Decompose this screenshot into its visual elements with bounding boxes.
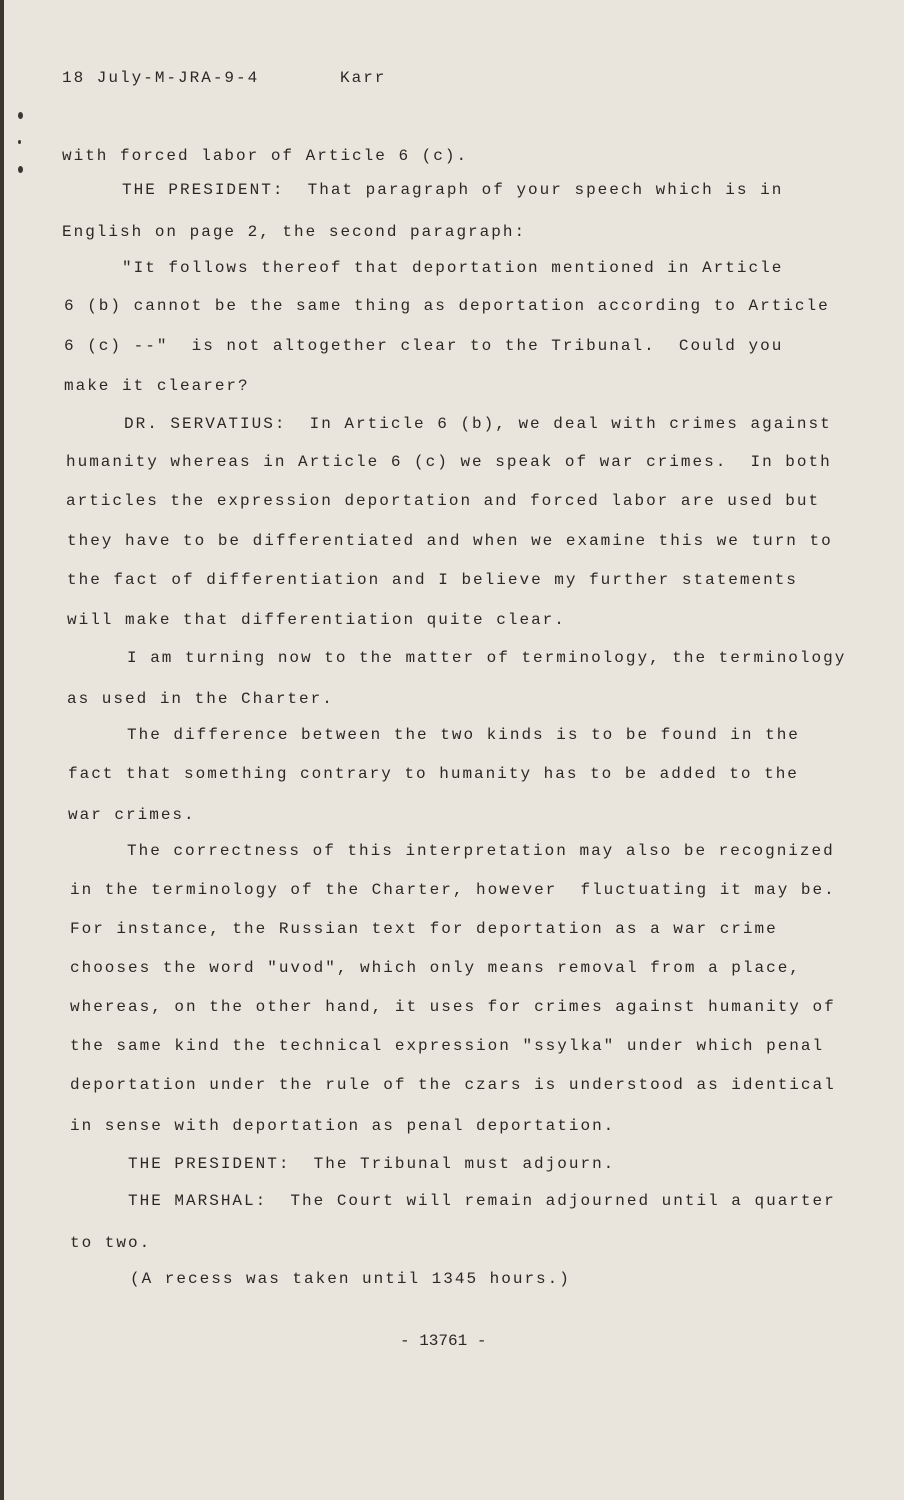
text-line: chooses the word "uvod", which only means removal from a place,: [70, 959, 801, 977]
text-line: humanity whereas in Article 6 (c) we speak of war crimes. In both: [66, 453, 832, 471]
text-line: I am turning now to the matter of terminology, the terminology: [127, 649, 847, 667]
text-line: 6 (b) cannot be the same thing as deportation according to Article: [64, 297, 830, 315]
text-line: whereas, on the other hand, it uses for crimes against humanity of: [70, 998, 836, 1016]
text-line: THE PRESIDENT: The Tribunal must adjourn.: [128, 1155, 616, 1173]
page-number: - 13761 -: [400, 1332, 487, 1350]
text-line: articles the expression deportation and forced labor are used but: [66, 492, 821, 510]
text-line: to two.: [70, 1234, 152, 1252]
text-line: THE PRESIDENT: That paragraph of your speech which is in: [122, 181, 784, 199]
text-line: The correctness of this interpretation may also be recognized: [127, 842, 835, 860]
text-line: with forced labor of Article 6 (c).: [62, 147, 469, 165]
text-line: in sense with deportation as penal deportation.: [70, 1117, 616, 1135]
text-line: The difference between the two kinds is to be found in the: [127, 726, 800, 744]
text-line: (A recess was taken until 1345 hours.): [130, 1270, 571, 1288]
text-line: war crimes.: [68, 806, 196, 824]
text-line: DR. SERVATIUS: In Article 6 (b), we deal with crimes against: [124, 415, 832, 433]
text-line: as used in the Charter.: [67, 690, 334, 708]
page-edge: [0, 0, 4, 1500]
punch-mark: [18, 112, 23, 119]
punch-mark: [18, 166, 23, 173]
text-line: in the terminology of the Charter, however fluctuating it may be.: [70, 881, 836, 899]
text-line: will make that differentiation quite clear.: [67, 611, 566, 629]
document-reference: 18 July-M-JRA-9-4: [62, 69, 260, 87]
text-line: make it clearer?: [64, 377, 250, 395]
text-line: English on page 2, the second paragraph:: [62, 223, 527, 241]
text-line: the fact of differentiation and I believe my further statements: [67, 571, 798, 589]
text-line: "It follows thereof that deportation mentioned in Article: [122, 259, 784, 277]
text-line: THE MARSHAL: The Court will remain adjourned until a quarter: [128, 1192, 836, 1210]
punch-mark: [18, 140, 21, 144]
text-line: fact that something contrary to humanity has to be added to the: [68, 765, 799, 783]
text-line: 6 (c) --" is not altogether clear to the Tribunal. Could you: [64, 337, 784, 355]
text-line: they have to be differentiated and when we examine this we turn to: [67, 532, 833, 550]
text-line: For instance, the Russian text for deportation as a war crime: [70, 920, 778, 938]
text-line: the same kind the technical expression "ssylka" under which penal: [70, 1037, 825, 1055]
text-line: deportation under the rule of the czars is understood as identical: [70, 1076, 836, 1094]
reporter-name: Karr: [340, 69, 387, 87]
